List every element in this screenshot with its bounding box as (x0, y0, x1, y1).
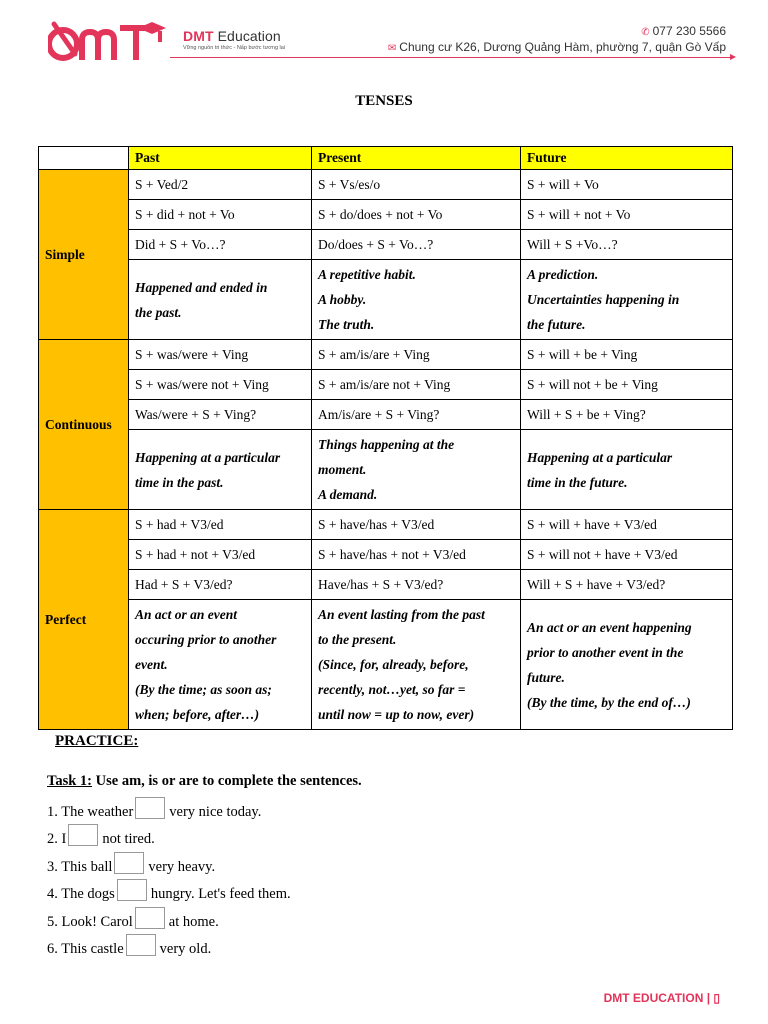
table-cell: S + did + not + Vo (129, 200, 312, 230)
table-cell: S + will not + be + Ving (521, 370, 733, 400)
tenses-table (38, 146, 733, 730)
usage-line: the past. (135, 304, 182, 320)
sentence-start: 1. The weather (47, 804, 134, 820)
usage-cell (521, 430, 733, 510)
table-corner-cell (39, 147, 129, 170)
brand-name-rest: Education (213, 28, 281, 44)
usage-cell (129, 260, 312, 340)
sentence-start: 6. This castle (47, 941, 124, 957)
table-row (39, 340, 733, 370)
usage-line: (By the time, by the end of…) (527, 694, 691, 710)
usage-cell (312, 600, 521, 730)
brand-tagline: Vững nguồn tri thức - Nấp bước tương lai (183, 45, 286, 51)
usage-cell (312, 430, 521, 510)
sentence-start: 3. This ball (47, 859, 113, 875)
usage-row (39, 430, 733, 510)
task-text: Use am, is or are to complete the sentences. (92, 773, 362, 789)
table-cell: Will + S +Vo…? (521, 230, 733, 260)
table-cell: S + had + not + V3/ed (129, 540, 312, 570)
table-cell: S + do/does + not + Vo (312, 200, 521, 230)
header-divider (170, 57, 730, 58)
page-title: TENSES (355, 93, 413, 109)
usage-line: moment. (318, 462, 367, 477)
table-cell: Had + S + V3/ed? (129, 570, 312, 600)
column-header-future: Future (521, 147, 733, 170)
sentence-end: very nice today. (169, 804, 262, 820)
table-row (39, 400, 733, 430)
answer-input[interactable] (135, 797, 165, 819)
phone-icon: ✆ (641, 27, 650, 38)
sentence-end: very heavy. (148, 859, 216, 875)
usage-line: time in the future. (527, 474, 628, 490)
usage-line: time in the past. (135, 474, 224, 490)
table-cell: S + am/is/are not + Ving (312, 370, 521, 400)
exercise-sentence (47, 852, 215, 874)
table-cell: Was/were + S + Ving? (129, 400, 312, 430)
answer-input[interactable] (68, 824, 98, 846)
exercise-sentence (47, 797, 261, 819)
phone-row (388, 24, 726, 40)
usage-line: Happening at a particular (135, 449, 281, 465)
table-cell: S + will + not + Vo (521, 200, 733, 230)
page-footer (604, 991, 720, 1005)
practice-heading: PRACTICE: (55, 733, 139, 749)
exercise-sentence (47, 934, 211, 956)
address-text: Chung cư K26, Dương Quảng Hàm, phường 7, quận Gò Vấp (399, 40, 726, 54)
sentence-end: hungry. Let's feed them. (150, 886, 291, 902)
table-row (39, 540, 733, 570)
usage-line: until now = up to now, ever) (318, 707, 475, 722)
footer-text: DMT EDUCATION | (603, 991, 714, 1005)
sentence-end: not tired. (102, 831, 155, 847)
usage-line: A demand. (318, 487, 378, 502)
table-cell: S + am/is/are + Ving (312, 340, 521, 370)
table-cell: Have/has + S + V3/ed? (312, 570, 521, 600)
table-row (39, 230, 733, 260)
sentence-end: very old. (159, 941, 212, 957)
row-label-simple: Simple (39, 170, 129, 340)
column-header-past: Past (129, 147, 312, 170)
usage-line: event. (135, 657, 168, 672)
usage-cell (521, 600, 733, 730)
table-cell: S + was/were + Ving (129, 340, 312, 370)
usage-line: An event lasting from the past (318, 607, 485, 622)
brand-name-strong: DMT (183, 28, 214, 44)
table-cell: Do/does + S + Vo…? (312, 230, 521, 260)
table-cell: S + was/were not + Ving (129, 370, 312, 400)
address-row (388, 40, 726, 56)
table-row (39, 570, 733, 600)
table-cell: S + Vs/es/o (312, 170, 521, 200)
usage-line: An act or an event (135, 607, 238, 622)
column-header-present: Present (312, 147, 521, 170)
exercise-sentence (47, 824, 155, 846)
usage-line: the future. (527, 317, 586, 332)
table-cell: Did + S + Vo…? (129, 230, 312, 260)
page-number-placeholder-icon: ▯ (713, 991, 720, 1005)
answer-input[interactable] (135, 907, 165, 929)
usage-line: to the present. (318, 632, 397, 647)
contact-info (388, 24, 726, 56)
usage-line: The truth. (318, 317, 375, 332)
usage-line: occuring prior to another (135, 632, 277, 647)
usage-line: Things happening at the (318, 437, 455, 452)
usage-line: when; before, after…) (135, 707, 260, 722)
usage-cell (129, 600, 312, 730)
usage-line: An act or an event happening (527, 619, 692, 635)
usage-cell (312, 260, 521, 340)
table-cell: S + will + be + Ving (521, 340, 733, 370)
sentence-end: at home. (168, 914, 219, 930)
usage-cell (129, 430, 312, 510)
brand-name (183, 28, 285, 44)
table-row (39, 370, 733, 400)
task-label: Task 1: (47, 773, 93, 789)
table-row (39, 200, 733, 230)
usage-line: (By the time; as soon as; (135, 682, 272, 697)
usage-row (39, 260, 733, 340)
table-cell: Will + S + have + V3/ed? (521, 570, 733, 600)
table-cell: S + have/has + not + V3/ed (312, 540, 521, 570)
table-cell: S + will + Vo (521, 170, 733, 200)
answer-input[interactable] (114, 852, 144, 874)
table-row (39, 510, 733, 540)
sentence-start: 4. The dogs (47, 886, 115, 902)
usage-line: Happening at a particular (527, 449, 673, 465)
location-icon: ✉ (387, 43, 397, 54)
task-1-instruction (47, 773, 362, 790)
table-cell: Will + S + be + Ving? (521, 400, 733, 430)
row-label-perfect: Perfect (39, 510, 129, 730)
dmt-logo-mark (48, 18, 173, 62)
table-cell: S + have/has + V3/ed (312, 510, 521, 540)
usage-line: prior to another event in the (527, 644, 684, 660)
usage-line: future. (527, 669, 565, 685)
usage-row (39, 600, 733, 730)
exercise-sentence (47, 907, 219, 929)
usage-cell (521, 260, 733, 340)
usage-line: A hobby. (318, 292, 367, 307)
row-label-continuous: Continuous (39, 340, 129, 510)
answer-input[interactable] (117, 879, 147, 901)
brand-block (183, 28, 285, 51)
answer-input[interactable] (126, 934, 156, 956)
phone-number: 077 230 5566 (652, 24, 726, 38)
usage-line: A repetitive habit. (318, 267, 416, 282)
usage-line: Uncertainties happening in (527, 292, 680, 307)
usage-line: A prediction. (527, 267, 599, 282)
sentence-start: 5. Look! Carol (47, 914, 133, 930)
dmt-logo (48, 18, 173, 62)
usage-line: (Since, for, already, before, (318, 657, 469, 672)
sentence-start: 2. I (47, 831, 67, 847)
exercise-sentence (47, 879, 291, 901)
usage-line: recently, not…yet, so far = (318, 682, 466, 697)
usage-line: Happened and ended in (135, 279, 268, 295)
table-cell: S + will not + have + V3/ed (521, 540, 733, 570)
table-cell: Am/is/are + S + Ving? (312, 400, 521, 430)
table-cell: S + Ved/2 (129, 170, 312, 200)
table-header-row (39, 147, 733, 170)
table-cell: S + will + have + V3/ed (521, 510, 733, 540)
table-row (39, 170, 733, 200)
table-cell: S + had + V3/ed (129, 510, 312, 540)
